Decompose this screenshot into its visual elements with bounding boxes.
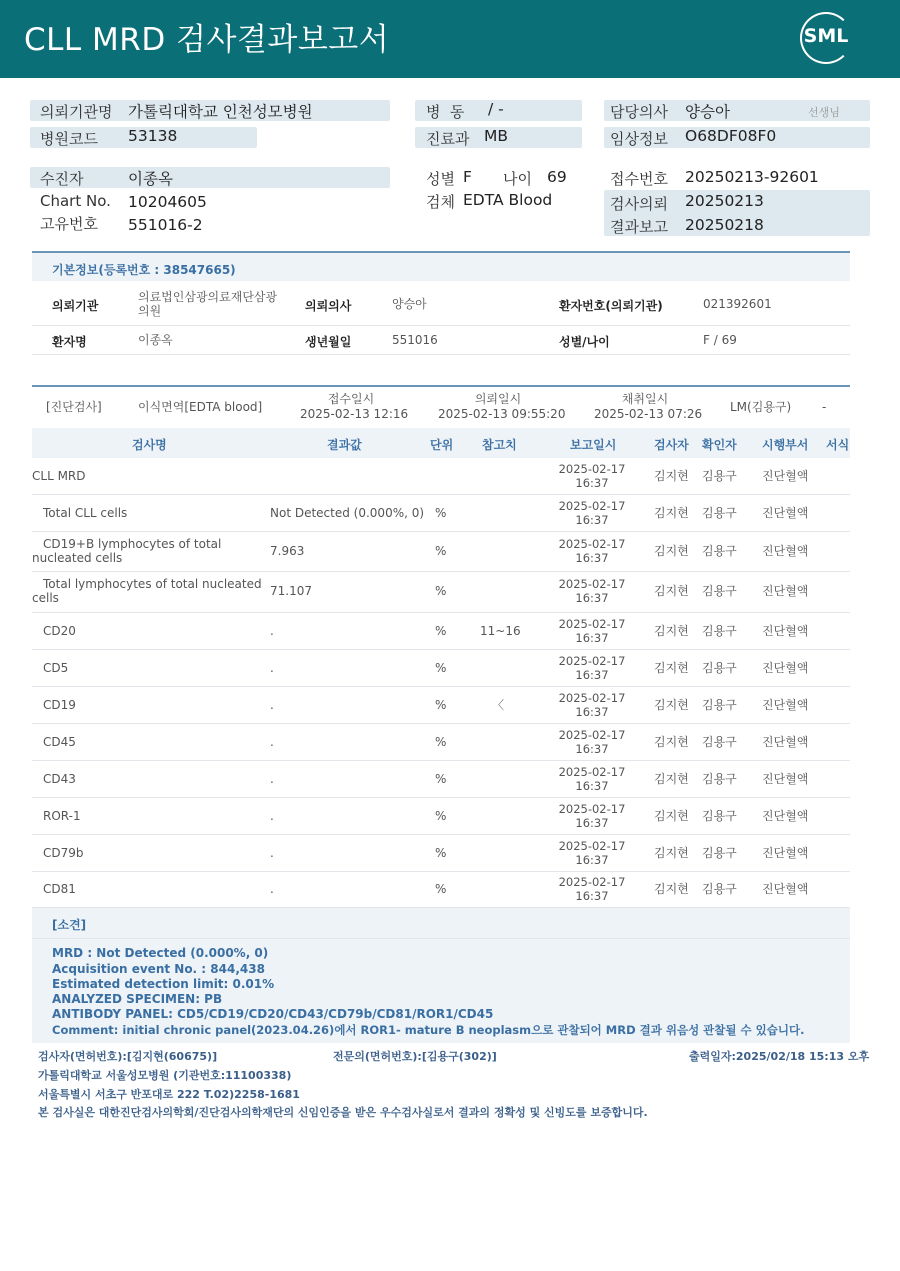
checker: 김용구 bbox=[702, 544, 737, 558]
hosp-code-label: 병원코드 bbox=[40, 130, 98, 148]
exam-specimen: 이식면역[EDTA blood] bbox=[138, 400, 263, 414]
receipt-value: 20250213-92601 bbox=[685, 168, 819, 186]
table-row bbox=[32, 872, 850, 908]
dept: 진단혈액 bbox=[762, 846, 809, 860]
col-unit: 단위 bbox=[430, 438, 454, 452]
table-row bbox=[32, 724, 850, 761]
chart-value: 10204605 bbox=[128, 193, 207, 211]
test-name: CD43 bbox=[43, 772, 76, 786]
dept: 진단혈액 bbox=[762, 882, 809, 896]
test-name: CD19 bbox=[43, 698, 76, 712]
exam-lm: LM(김용구) bbox=[730, 400, 792, 414]
clinical-label: 임상정보 bbox=[610, 130, 668, 148]
unit: % bbox=[435, 772, 447, 786]
result-value: . bbox=[270, 772, 274, 786]
tester: 김지현 bbox=[654, 624, 689, 638]
checker: 김용구 bbox=[702, 661, 737, 675]
name-value: 이종옥 bbox=[138, 333, 173, 347]
tester: 김지현 bbox=[654, 846, 689, 860]
birth-label: 생년월일 bbox=[305, 335, 352, 349]
tester: 김지현 bbox=[654, 772, 689, 786]
footer-certification: 본 검사실은 대한진단검사의학회/진단검사의학재단의 신임인증을 받은 우수검사실로서 결과의 정확성 및 신빙도를 보증합니다. bbox=[38, 1106, 648, 1119]
result-value: 71.107 bbox=[270, 584, 312, 598]
reference: 〈 bbox=[492, 698, 505, 712]
report-date: 2025-02-17 16:37 bbox=[558, 765, 626, 793]
sexage-value: F / 69 bbox=[703, 333, 737, 347]
tester: 김지현 bbox=[654, 469, 689, 483]
report-date: 2025-02-17 16:37 bbox=[558, 617, 626, 645]
findings-body bbox=[32, 938, 850, 1043]
tester: 김지현 bbox=[654, 735, 689, 749]
findings-line: ANALYZED SPECIMEN: PB bbox=[52, 992, 223, 1006]
logo-text: SML bbox=[803, 25, 849, 47]
dept: 진단혈액 bbox=[762, 544, 809, 558]
age-value: 69 bbox=[547, 168, 567, 186]
report-date: 2025-02-17 16:37 bbox=[558, 839, 626, 867]
findings-line: MRD : Not Detected (0.000%, 0) bbox=[52, 946, 269, 960]
unit: % bbox=[435, 584, 447, 598]
report-date: 2025-02-17 16:37 bbox=[558, 654, 626, 682]
exam-request-value: 2025-02-13 09:55:20 bbox=[438, 407, 566, 421]
specimen-value: EDTA Blood bbox=[463, 191, 553, 209]
id-value: 551016-2 bbox=[128, 216, 203, 234]
patient-value: 이종옥 bbox=[128, 170, 173, 188]
specimen-label: 검체 bbox=[426, 193, 455, 211]
unit: % bbox=[435, 544, 447, 558]
result-value: . bbox=[270, 846, 274, 860]
table-row bbox=[32, 613, 850, 650]
checker: 김용구 bbox=[702, 772, 737, 786]
dept-value: MB bbox=[484, 127, 509, 145]
footer-expert: 전문의(면허번호):[김용구(302)] bbox=[333, 1050, 497, 1063]
dept: 진단혈액 bbox=[762, 772, 809, 786]
doctor-suffix: 선생님 bbox=[808, 106, 840, 119]
unit: % bbox=[435, 661, 447, 675]
doc-label: 의뢰의사 bbox=[305, 299, 352, 313]
report-date: 2025-02-17 16:37 bbox=[558, 577, 626, 605]
tester: 김지현 bbox=[654, 584, 689, 598]
clinical-value: O68DF08F0 bbox=[685, 127, 777, 145]
footer-hospital: 가톨릭대학교 서울성모병원 (기관번호:11100338) bbox=[38, 1069, 292, 1082]
exam-collect-label: 채취일시 bbox=[621, 392, 669, 406]
receipt-label: 접수번호 bbox=[610, 170, 668, 188]
doctor-value: 양승아 bbox=[685, 103, 730, 121]
hosp-code-value: 53138 bbox=[128, 127, 178, 145]
unit: % bbox=[435, 882, 447, 896]
result-value: . bbox=[270, 661, 274, 675]
sex-value: F bbox=[463, 168, 472, 186]
dept: 진단혈액 bbox=[762, 661, 809, 675]
unit: % bbox=[435, 846, 447, 860]
report-value: 20250218 bbox=[685, 216, 764, 234]
org-value: 의료법인삼광의료재단삼광의원 bbox=[138, 290, 278, 318]
checker: 김용구 bbox=[702, 698, 737, 712]
exam-receipt-value: 2025-02-13 12:16 bbox=[300, 407, 409, 421]
checker: 김용구 bbox=[702, 624, 737, 638]
request-value: 20250213 bbox=[685, 192, 764, 210]
dept: 진단혈액 bbox=[762, 469, 809, 483]
dept-label: 진료과 bbox=[426, 130, 470, 148]
request-label: 검사의뢰 bbox=[610, 195, 668, 213]
test-name: Total CLL cells bbox=[43, 506, 128, 520]
result-value: Not Detected (0.000%, 0) bbox=[270, 506, 425, 520]
result-value: . bbox=[270, 735, 274, 749]
tester: 김지현 bbox=[654, 506, 689, 520]
basic-info-header bbox=[32, 251, 850, 281]
org-label: 의뢰기관 bbox=[52, 299, 99, 313]
name-label: 환자명 bbox=[52, 335, 87, 349]
test-name: CD81 bbox=[43, 882, 76, 896]
unit: % bbox=[435, 735, 447, 749]
test-name: Total lymphocytes of total nucleated cells bbox=[32, 577, 262, 605]
result-value: . bbox=[270, 624, 274, 638]
report-label: 결과보고 bbox=[610, 218, 668, 236]
exam-request-label: 의뢰일시 bbox=[474, 392, 522, 406]
dept: 진단혈액 bbox=[762, 809, 809, 823]
report-date: 2025-02-17 16:37 bbox=[558, 728, 626, 756]
exam-category: [진단검사] bbox=[46, 400, 102, 414]
result-value: 7.963 bbox=[270, 544, 305, 558]
exam-collect-value: 2025-02-13 07:26 bbox=[594, 407, 703, 421]
birth-value: 551016 bbox=[392, 333, 438, 347]
report-date: 2025-02-17 16:37 bbox=[558, 499, 626, 527]
chart-label: Chart No. bbox=[40, 192, 111, 210]
col-format: 서식 bbox=[826, 438, 850, 452]
ward-value: / - bbox=[488, 100, 504, 118]
unit: % bbox=[435, 698, 447, 712]
report-date: 2025-02-17 16:37 bbox=[558, 462, 626, 490]
test-name: CD19+B lymphocytes of total nucleated cells bbox=[32, 537, 222, 565]
table-row bbox=[32, 458, 850, 495]
footer-address: 서울특별시 서초구 반포대로 222 T.02)2258-1681 bbox=[38, 1088, 300, 1101]
table-row bbox=[32, 761, 850, 798]
report-date: 2025-02-17 16:37 bbox=[558, 691, 626, 719]
checker: 김용구 bbox=[702, 735, 737, 749]
footer-tester: 검사자(면허번호):[김지현(60675)] bbox=[38, 1050, 218, 1063]
patient-pill bbox=[30, 167, 390, 188]
result-value: . bbox=[270, 698, 274, 712]
divider bbox=[32, 325, 850, 326]
findings-line: Acquisition event No. : 844,438 bbox=[52, 962, 265, 976]
findings-line: Estimated detection limit: 0.01% bbox=[52, 977, 275, 991]
checker: 김용구 bbox=[702, 584, 737, 598]
dept: 진단혈액 bbox=[762, 584, 809, 598]
checker: 김용구 bbox=[702, 809, 737, 823]
dept: 진단혈액 bbox=[762, 735, 809, 749]
table-row bbox=[32, 687, 850, 724]
report-date: 2025-02-17 16:37 bbox=[558, 875, 626, 903]
pid-label: 환자번호(의뢰기관) bbox=[559, 299, 663, 313]
dept: 진단혈액 bbox=[762, 506, 809, 520]
exam-dash: - bbox=[822, 400, 827, 414]
unit: % bbox=[435, 506, 447, 520]
col-dept: 시행부서 bbox=[762, 438, 809, 452]
findings-heading: [소견] bbox=[52, 918, 87, 932]
exam-receipt-label: 접수일시 bbox=[327, 392, 375, 406]
result-value: . bbox=[270, 809, 274, 823]
col-checker: 확인자 bbox=[702, 438, 737, 452]
result-value: . bbox=[270, 882, 274, 896]
pid-value: 021392601 bbox=[703, 297, 772, 311]
table-row bbox=[32, 572, 850, 613]
sexage-label: 성별/나이 bbox=[559, 335, 610, 349]
col-ref: 참고치 bbox=[482, 438, 517, 452]
table-row bbox=[32, 798, 850, 835]
id-label: 고유번호 bbox=[40, 215, 98, 233]
req-org-label: 의뢰기관명 bbox=[40, 103, 113, 121]
col-name: 검사명 bbox=[132, 438, 167, 452]
table-row bbox=[32, 835, 850, 872]
test-name: CD79b bbox=[43, 846, 84, 860]
checker: 김용구 bbox=[702, 846, 737, 860]
findings-header bbox=[32, 908, 850, 938]
test-name: CD5 bbox=[43, 661, 69, 675]
tester: 김지현 bbox=[654, 882, 689, 896]
test-name: CD45 bbox=[43, 735, 76, 749]
report-date: 2025-02-17 16:37 bbox=[558, 537, 626, 565]
age-label: 나이 bbox=[503, 170, 532, 188]
report-title: CLL MRD 검사결과보고서 bbox=[24, 22, 390, 58]
reference: 11~16 bbox=[480, 624, 521, 638]
basic-info-heading: 기본정보(등록번호 : 38547665) bbox=[52, 263, 236, 277]
report-date: 2025-02-17 16:37 bbox=[558, 802, 626, 830]
checker: 김용구 bbox=[702, 882, 737, 896]
patient-label: 수진자 bbox=[40, 170, 84, 188]
unit: % bbox=[435, 809, 447, 823]
table-row bbox=[32, 495, 850, 532]
tester: 김지현 bbox=[654, 661, 689, 675]
dept: 진단혈액 bbox=[762, 624, 809, 638]
sml-logo-icon bbox=[800, 12, 852, 64]
tester: 김지현 bbox=[654, 809, 689, 823]
tester: 김지현 bbox=[654, 544, 689, 558]
footer-printed: 출력일자:2025/02/18 15:13 오후 bbox=[689, 1050, 870, 1063]
findings-comment: Comment: initial chronic panel(2023.04.26)에서 ROR1- mature B neoplasm으로 관찰되어 MRD 결과 위음성 관찰될 수 있습니다. bbox=[52, 1023, 805, 1037]
exam-top-border bbox=[32, 385, 850, 387]
dept: 진단혈액 bbox=[762, 698, 809, 712]
ward-label: 병 동 bbox=[426, 103, 465, 121]
checker: 김용구 bbox=[702, 506, 737, 520]
test-name: ROR-1 bbox=[43, 809, 81, 823]
checker: 김용구 bbox=[702, 469, 737, 483]
test-name: CLL MRD bbox=[32, 469, 86, 483]
table-row bbox=[32, 650, 850, 687]
sex-label: 성별 bbox=[426, 170, 455, 188]
col-tester: 검사자 bbox=[654, 438, 689, 452]
tester: 김지현 bbox=[654, 698, 689, 712]
doc-value: 양승아 bbox=[392, 297, 427, 311]
col-result: 결과값 bbox=[327, 438, 362, 452]
header-bar bbox=[0, 0, 900, 78]
req-org-value: 가톨릭대학교 인천성모병원 bbox=[128, 103, 313, 121]
doctor-label: 담당의사 bbox=[610, 103, 668, 121]
findings-line: ANTIBODY PANEL: CD5/CD19/CD20/CD43/CD79b/CD81/ROR1/CD45 bbox=[52, 1007, 494, 1021]
col-date: 보고일시 bbox=[570, 438, 617, 452]
test-name: CD20 bbox=[43, 624, 76, 638]
unit: % bbox=[435, 624, 447, 638]
divider bbox=[32, 354, 850, 355]
table-row bbox=[32, 532, 850, 572]
results-table-header bbox=[32, 428, 850, 458]
